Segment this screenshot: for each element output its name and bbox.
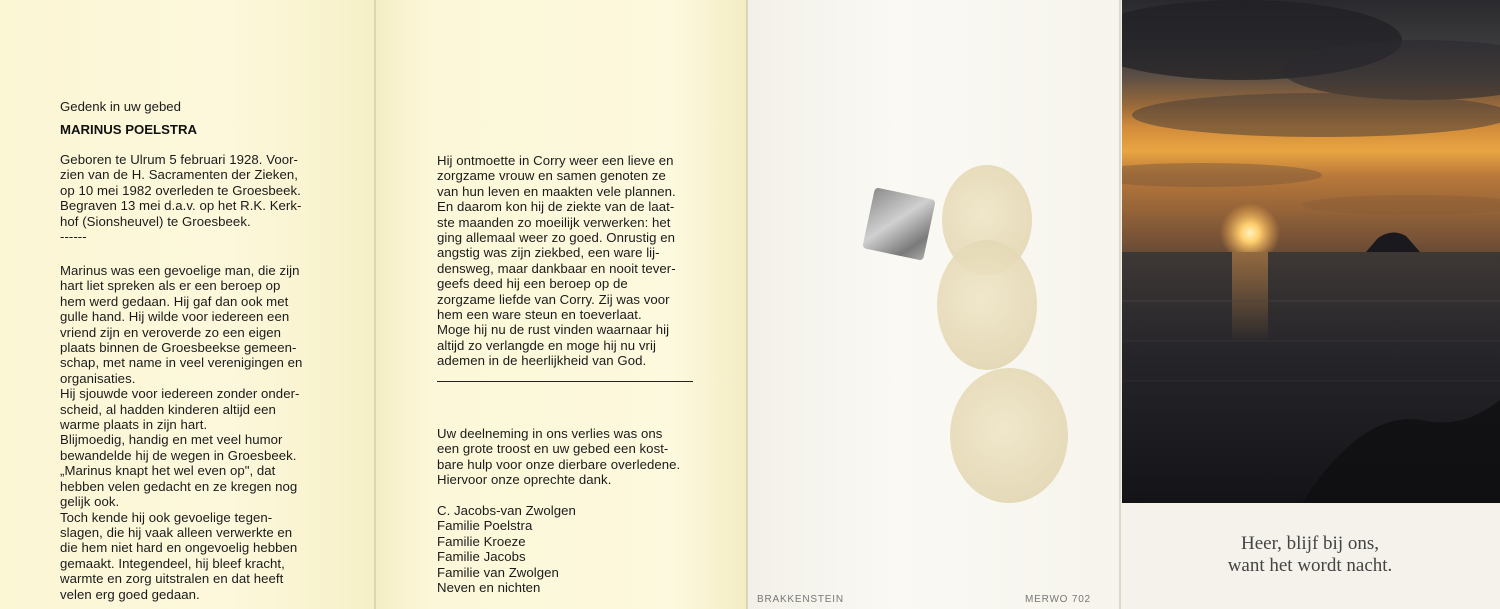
card-code-label: MERWO 702 xyxy=(1025,594,1091,605)
foil-fragment xyxy=(862,187,936,261)
family-list: C. Jacobs-van Zwolgen Familie Poelstra Familie Kroeze Familie Jacobs Familie van Zwolgen Neven en nichten xyxy=(437,503,576,596)
deceased-name: MARINUS POELSTRA xyxy=(60,122,198,137)
middle-inner-panel xyxy=(375,0,747,609)
sunset-photo xyxy=(1122,0,1500,503)
fold-line xyxy=(1119,0,1121,609)
glue-residue xyxy=(937,240,1037,370)
caption-line-2: want het wordt nacht. xyxy=(1227,555,1393,576)
front-cover-panel xyxy=(1120,0,1500,609)
fold-line xyxy=(746,0,748,609)
fold-line xyxy=(374,0,376,609)
divider-line xyxy=(437,381,693,382)
biography-text: Marinus was een gevoelige man, die zijn hart liet spreken als er een beroep op hem werd gedaan. Hij gaf dan ook met gulle hand. Hij wilde voor iedereen een vriend zijn en veroverde zo een eigen plaats binnen de Groesbeekse gemeen- schap, met name in veel verenigingen en organisaties. Hij sjouwde voor iedereen zonder onder- scheid, al hadden kinderen altijd een warme plaats in zijn hart. Blijmoedig, handig en met veel humor bewandelde hij de wegen in Groesbeek. „Marinus knapt het wel even op", dat hebben velen gedacht en ze kregen nog gelijk ook. Toch kende hij ook gevoelige tegen- slagen, die hij vaak alleen verwerkte en die hem niet hard en ongevoelig hebben gemaakt. Integendeel, hij bleef kracht, warmte en zorg uitstralen en dat heeft velen erg goed gedaan. xyxy=(60,263,303,602)
thanks-text: Uw deelneming in ons verlies was ons een grote troost en uw gebed een kost- bare hulp voor onze dierbare overledene. Hiervoor onze oprechte dank. xyxy=(437,426,681,488)
prayer-heading: Gedenk in uw gebed xyxy=(60,99,181,114)
sunset-over-sea-image xyxy=(1122,0,1500,503)
memorial-text: Hij ontmoette in Corry weer een lieve en zorgzame vrouw en samen genoten ze van hun leven en maakten vele plannen. En daarom kon hij de ziekte van de laat- ste maanden zo moeilijk verwerken: het ging allemaal weer zo goed. Onrustig en angstig was zijn ziekbed, een ware lij- densweg, maar dankbaar en nooit tever- geefs deed hij een beroep op de zorgzame liefde van Corry. Zij was voor hem een ware steun en toeverlaat. Moge hij nu de rust vinden waarnaar hij altijd zo verlangde en moge hij nu vrij ademen in de heerlijkheid van God. xyxy=(437,153,676,369)
back-cover-panel xyxy=(747,0,1120,609)
caption-line-1: Heer, blijf bij ons, xyxy=(1240,533,1380,554)
biography-dates: Geboren te Ulrum 5 februari 1928. Voor- zien van de H. Sacramenten der Zieken, op 10 mei 1982 overleden te Groesbeek. Begraven 13 mei d.a.v. op het R.K. Kerk- hof (Sionsheuvel) te Groesbeek. ------ xyxy=(60,152,302,245)
left-inner-panel xyxy=(0,0,375,609)
glue-residue xyxy=(950,368,1068,503)
publisher-label: BRAKKENSTEIN xyxy=(757,594,844,605)
